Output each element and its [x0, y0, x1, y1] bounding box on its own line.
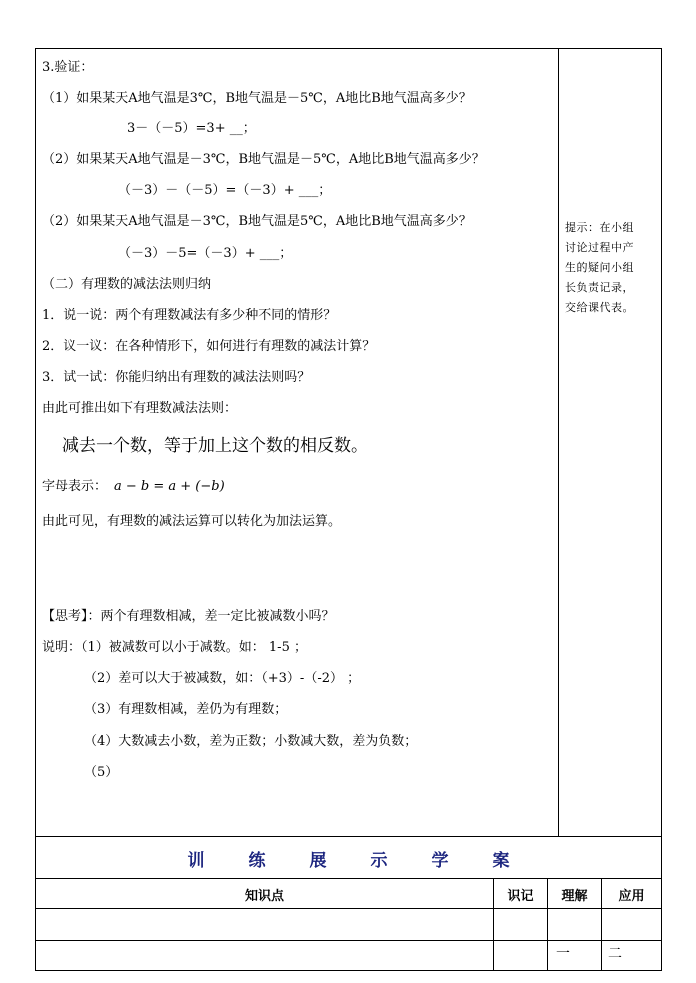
explain-1: 说明：（1）被减数可以小于减数。如： 1-5 ；: [42, 640, 307, 655]
sidebar-hint-line: 提示：在小组: [565, 221, 634, 234]
banner-bottom-line: [35, 878, 662, 879]
explain-5: （5）: [84, 765, 119, 780]
question-3-expression: （－3）－5=（－3）+ ___；: [118, 246, 293, 261]
sidebar-hint: [565, 218, 657, 318]
banner-char: 练: [248, 850, 266, 871]
training-banner: [36, 838, 661, 878]
row-mark-2: 二: [608, 946, 622, 962]
explain-2: （2）差可以大于被减数，如：（+3）-（-2） ；: [84, 671, 361, 686]
row-mark-1: 一: [556, 946, 570, 962]
sidebar-hint-line: 生的疑问小组: [565, 261, 634, 274]
sidebar-hint-line: 长负责记录，: [565, 281, 634, 294]
banner-char: 学: [431, 850, 449, 871]
banner-char: 案: [492, 850, 510, 871]
subtraction-rule: 减去一个数，等于加上这个数的相反数。: [62, 436, 368, 456]
step-2: 2．议一议：在各种情形下，如何进行有理数的减法计算？: [42, 339, 376, 354]
header-knowledge-point: 知识点: [244, 888, 284, 904]
letter-formula: a − b = a + (−b): [114, 479, 225, 494]
sidebar-hint-line: 交给课代表。: [565, 301, 634, 314]
think-question: 【思考】：两个有理数相减，差一定比被减数小吗？: [42, 609, 335, 624]
question-3: （2）如果某天A地气温是－3℃，B地气温是5℃，A地比B地气温高多少？: [42, 214, 472, 229]
table-row-line: [35, 940, 662, 941]
letter-label: 字母表示：: [42, 479, 108, 494]
banner-top-line: [35, 836, 662, 837]
banner-char: 训: [187, 850, 205, 871]
sidebar-divider: [558, 48, 559, 837]
banner-char: 展: [309, 850, 327, 871]
question-1: （1）如果某天A地气温是3℃，B地气温是－5℃，A地比B地气温高多少？: [42, 91, 472, 106]
header-understand: 理解: [561, 888, 588, 904]
step-1: 1．说一说：两个有理数减法有多少种不同的情形？: [42, 308, 337, 323]
step-3: 3．试一试：你能归纳出有理数的减法法则吗？: [42, 370, 311, 385]
verify-title: 3.验证：: [42, 60, 94, 75]
question-1-expression: 3－（－5）=3+ __；: [127, 121, 256, 136]
header-apply: 应用: [618, 888, 645, 904]
question-2: （2）如果某天A地气温是－3℃，B地气温是－5℃，A地比B地气温高多少？: [42, 152, 485, 167]
section-2-title: （二）有理数的减法法则归纳: [42, 277, 212, 292]
banner-char: 示: [370, 850, 388, 871]
conclusion-text: 由此可见，有理数的减法运算可以转化为加法运算。: [42, 514, 342, 529]
table-header-line: [35, 908, 662, 909]
header-memorize: 识记: [507, 888, 534, 904]
explain-3: （3）有理数相减，差仍为有理数；: [84, 702, 288, 717]
explain-4: （4）大数减去小数，差为正数；小数减大数，差为负数；: [84, 734, 418, 749]
question-2-expression: （－3）－（－5）=（－3）+ ___；: [118, 183, 332, 198]
sidebar-hint-line: 讨论过程中产: [565, 241, 634, 254]
derive-text: 由此可推出如下有理数减法法则：: [42, 401, 238, 416]
